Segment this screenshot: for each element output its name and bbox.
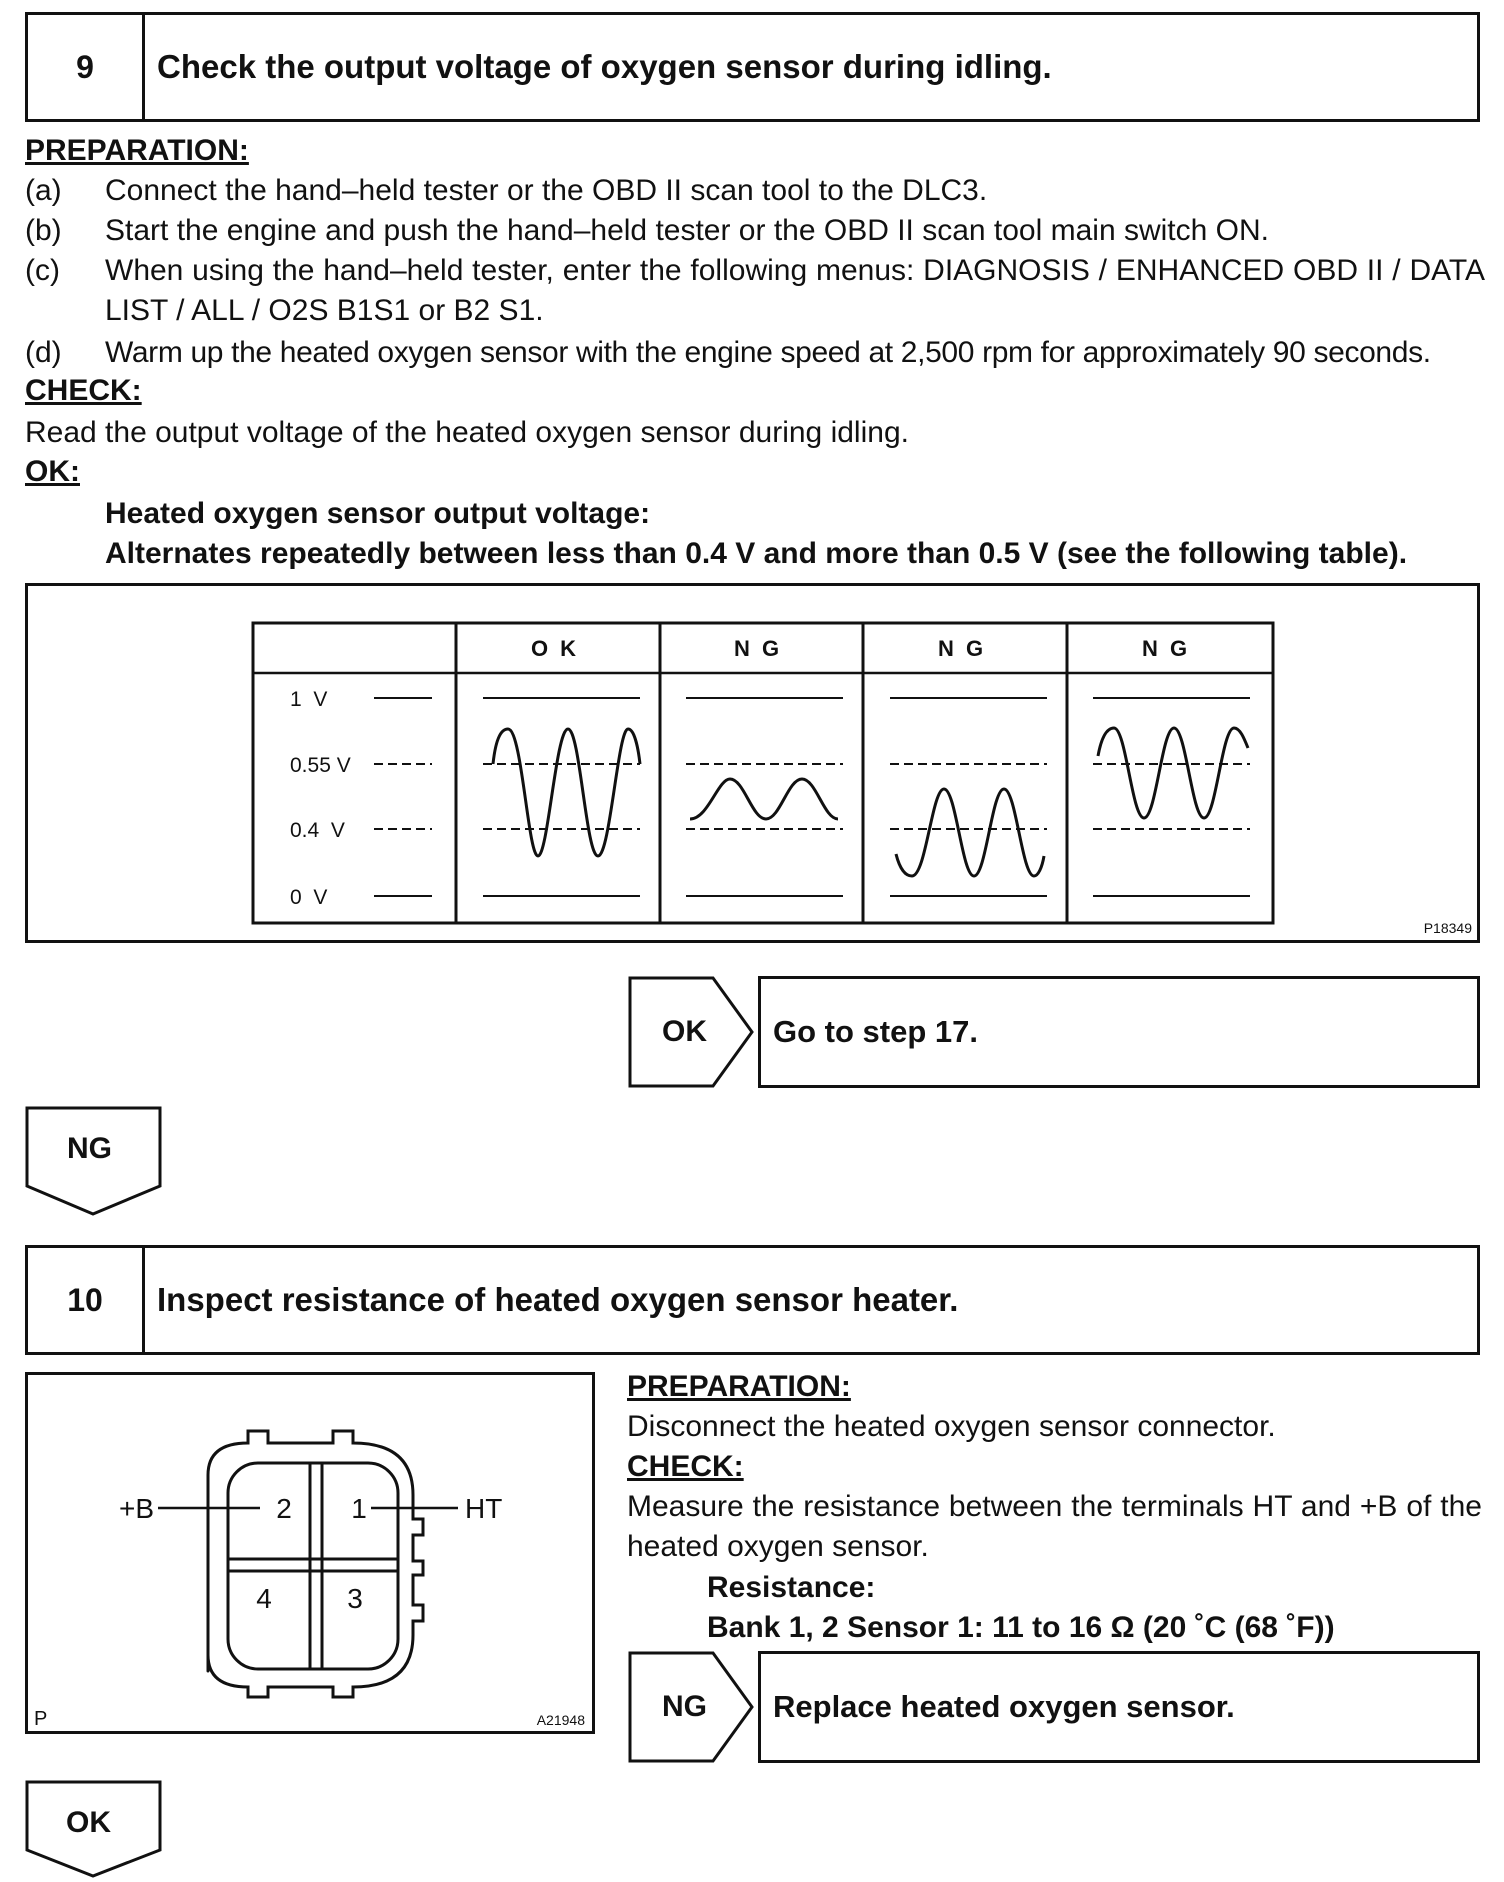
plus-b-label: +B	[118, 1493, 154, 1524]
figure-id: P18349	[1423, 920, 1472, 936]
step-10-header	[25, 1245, 1480, 1355]
step-title: Check the output voltage of oxygen sensor during idling.	[157, 48, 1052, 85]
figure-id: A21948	[536, 1712, 585, 1728]
prep-item-c: (c) When using the hand–held tester, enter the following menus: DIAGNOSIS / ENHANCED OBD II / DATA LIST / ALL / O2S B1S1 or B2 S1.	[25, 254, 1485, 327]
voltage-label-1v: 1 V	[290, 688, 328, 711]
ok-arrow-label: OK	[662, 1015, 707, 1048]
step10-check-heading: CHECK:	[627, 1450, 744, 1483]
ok-down-arrow-label: OK	[66, 1806, 111, 1839]
step-number: 10	[28, 1248, 145, 1352]
step-title: Inspect resistance of heated oxygen sensor heater.	[157, 1281, 959, 1318]
connector-diagram	[28, 1375, 592, 1731]
ok-spec-value: Alternates repeatedly between less than 0.4 V and more than 0.5 V (see the following table).	[105, 537, 1408, 570]
ng-arrow-label: NG	[67, 1132, 112, 1165]
waveform-ng-2	[896, 789, 1044, 876]
prep-item-b: (b) Start the engine and push the hand–held tester or the OBD II scan tool main switch ON.	[25, 214, 1269, 247]
preparation-heading: PREPARATION:	[25, 134, 249, 167]
step-number: 9	[28, 15, 145, 119]
column-header-ok: O K	[530, 636, 580, 661]
check-heading: CHECK:	[25, 374, 142, 407]
terminal-1: 1	[351, 1493, 367, 1524]
column-header-ng: N G	[1141, 636, 1191, 661]
waveform-ng-3	[1098, 728, 1248, 818]
waveform-ok	[493, 729, 640, 856]
go-to-step-17-box: Go to step 17.	[758, 976, 1480, 1088]
step-9-header	[25, 12, 1480, 122]
waveform-figure	[25, 583, 1480, 943]
table-border	[253, 623, 1273, 923]
step10-preparation-text: Disconnect the heated oxygen sensor connector.	[627, 1410, 1276, 1443]
step10-check-text: Measure the resistance between the terminals HT and +B of the heated oxygen sensor.	[627, 1490, 1482, 1563]
column-header-ng: N G	[937, 636, 987, 661]
ng-arrow-label: NG	[662, 1690, 707, 1723]
terminal-4: 4	[256, 1583, 272, 1614]
waveform-ng-1	[690, 779, 838, 819]
step10-spec-title: Resistance:	[707, 1571, 876, 1604]
connector-figure	[25, 1372, 595, 1734]
voltage-label-0v: 0 V	[290, 886, 328, 909]
connector-inner	[228, 1463, 398, 1669]
ht-label: HT	[465, 1493, 503, 1524]
check-text: Read the output voltage of the heated oxygen sensor during idling.	[25, 416, 909, 449]
step10-spec-value: Bank 1, 2 Sensor 1: 11 to 16 Ω (20 ˚C (68 ˚F))	[707, 1611, 1335, 1644]
step10-preparation-heading: PREPARATION:	[627, 1370, 851, 1403]
prep-item-a: (a) Connect the hand–held tester or the OBD II scan tool to the DLC3.	[25, 174, 988, 207]
prep-item-d: (d) Warm up the heated oxygen sensor with the engine speed at 2,500 rpm for approximately 90 seconds.	[25, 336, 1431, 369]
column-header-ng: N G	[733, 636, 783, 661]
ok-heading: OK:	[25, 455, 80, 488]
replace-sensor-box: Replace heated oxygen sensor.	[758, 1651, 1480, 1763]
waveform-table	[28, 586, 1477, 940]
ok-spec-title: Heated oxygen sensor output voltage:	[105, 497, 651, 530]
voltage-label-04v: 0.4 V	[290, 819, 345, 842]
terminal-3: 3	[347, 1583, 363, 1614]
voltage-label-055v: 0.55 V	[290, 754, 351, 777]
corner-label: P	[34, 1708, 48, 1730]
terminal-2: 2	[276, 1493, 292, 1524]
